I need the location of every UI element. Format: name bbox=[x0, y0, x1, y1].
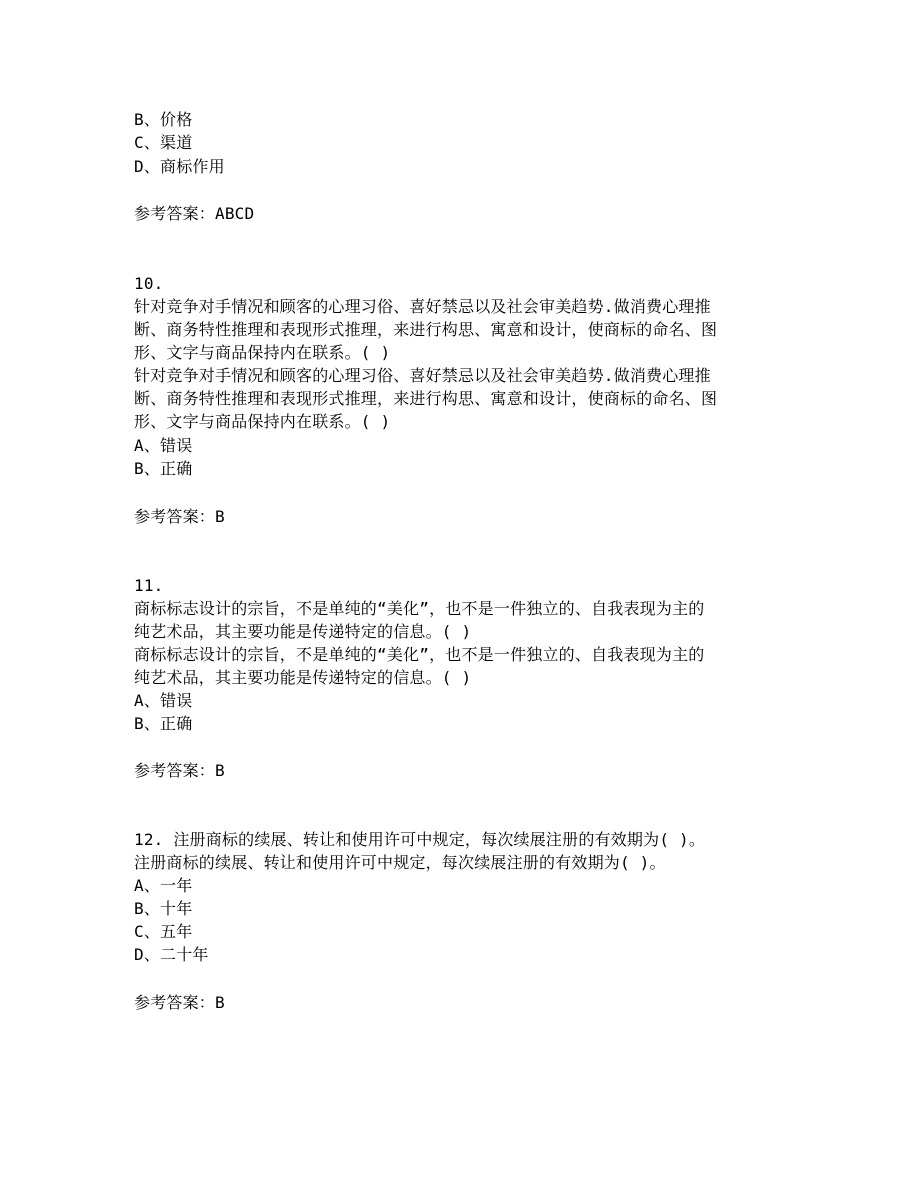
q12-repeat: 注册商标的续展、转让和使用许可中规定，每次续展注册的有效期为( )。 bbox=[134, 853, 666, 872]
q10-repeat-line: 针对竞争对手情况和顾客的心理习俗、喜好禁忌以及社会审美趋势.做消费心理推 bbox=[134, 366, 711, 385]
q12-option-a: A、一年 bbox=[134, 876, 193, 895]
q9-option-c: C、渠道 bbox=[134, 133, 193, 152]
q12-option-d: D、二十年 bbox=[134, 945, 209, 964]
q10-stem-line: 断、商务特性推理和表现形式推理，来进行构思、寓意和设计，使商标的命名、图 bbox=[134, 320, 718, 339]
q11-option-a: A、错误 bbox=[134, 691, 193, 710]
q9-answer: 参考答案：ABCD bbox=[134, 204, 255, 223]
q10-answer: 参考答案：B bbox=[134, 507, 225, 526]
q10-number: 10. bbox=[134, 274, 164, 293]
q10-stem-line: 形、文字与商品保持内在联系。( ) bbox=[134, 343, 391, 362]
q11-repeat-line: 纯艺术品，其主要功能是传递特定的信息。( ) bbox=[134, 668, 472, 687]
q11-stem-line: 商标标志设计的宗旨，不是单纯的“美化”，也不是一件独立的、自我表现为主的 bbox=[134, 599, 705, 618]
q10-repeat-line: 断、商务特性推理和表现形式推理，来进行构思、寓意和设计，使商标的命名、图 bbox=[134, 389, 718, 408]
q12-answer: 参考答案：B bbox=[134, 993, 225, 1012]
q9-option-b: B、价格 bbox=[134, 110, 193, 129]
q10-stem-line: 针对竞争对手情况和顾客的心理习俗、喜好禁忌以及社会审美趋势.做消费心理推 bbox=[134, 297, 711, 316]
q11-repeat-line: 商标标志设计的宗旨，不是单纯的“美化”，也不是一件独立的、自我表现为主的 bbox=[134, 645, 705, 664]
q12-option-c: C、五年 bbox=[134, 922, 193, 941]
q12-stem: 12. 注册商标的续展、转让和使用许可中规定，每次续展注册的有效期为( )。 bbox=[134, 830, 706, 849]
q11-number: 11. bbox=[134, 576, 164, 595]
q10-repeat-line: 形、文字与商品保持内在联系。( ) bbox=[134, 412, 391, 431]
q11-answer: 参考答案：B bbox=[134, 761, 225, 780]
q11-option-b: B、正确 bbox=[134, 714, 193, 733]
q10-option-a: A、错误 bbox=[134, 436, 193, 455]
q9-option-d: D、商标作用 bbox=[134, 157, 225, 176]
q12-option-b: B、十年 bbox=[134, 899, 193, 918]
q10-option-b: B、正确 bbox=[134, 459, 193, 478]
q11-stem-line: 纯艺术品，其主要功能是传递特定的信息。( ) bbox=[134, 622, 472, 641]
